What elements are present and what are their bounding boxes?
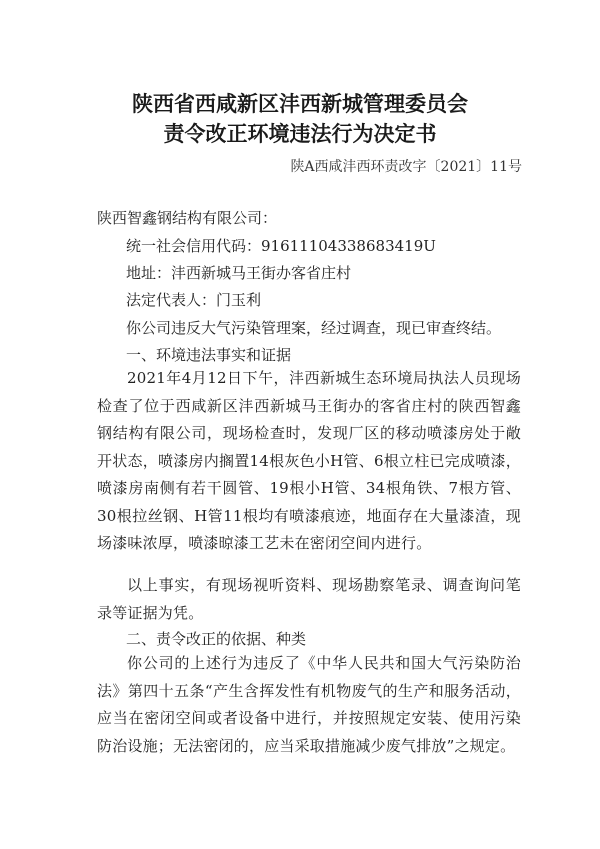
recipient-company: 陕西智鑫钢结构有限公司： — [97, 209, 278, 227]
section1-facts-paragraph: 2021年4月12日下午，沣西新城生态环境局执法人员现场检查了位于西咸新区沣西新城马王街办的客省庄村的陕西智鑫钢结构有限公司，现场检查时，发现厂区的移动喷漆房处于敞开状态，喷漆房内搁置14根灰色小H管、6根立柱已完成喷漆，喷漆房南侧有若干圆管、19根小H管、34根角铁、7根方管、30根拉丝钢、H管11根均有喷漆痕迹，地面存在大量漆渣，现场漆味浓厚，喷漆晾漆工艺未在密闭空间内进行。 — [97, 369, 521, 552]
recipient-address: 地址：沣西新城马王街办客省庄村 — [126, 264, 352, 282]
document-number: 陕A西咸沣西环责改字〔2021〕11号 — [290, 159, 522, 175]
section1-heading: 一、环境违法事实和证据 — [126, 346, 292, 364]
section2-heading: 二、责令改正的依据、种类 — [126, 630, 307, 648]
recipient-credit-code: 统一社会信用代码：91611104338683419U — [126, 237, 436, 255]
section1-evidence-paragraph: 以上事实，有现场视听资料、现场勘察笔录、调查询问笔录等证据为凭。 — [97, 576, 521, 622]
intro-text: 你公司违反大气污染管理案，经过调查，现已审查终结。 — [126, 319, 502, 337]
recipient-legal-rep: 法定代表人：门玉利 — [126, 291, 262, 309]
document-title-line1: 陕西省西咸新区沣西新城管理委员会 — [132, 91, 468, 116]
document-title-line2: 责令改正环境违法行为决定书 — [163, 121, 437, 146]
section2-basis-paragraph: 你公司的上述行为违反了《中华人民共和国大气污染防治法》第四十五条“产生含挥发性有机物废气的生产和服务活动，应当在密闭空间或者设备中进行，并按照规定安装、使用污染防治设施；无法密闭的，应当采取措施减少废气排放”之规定。 — [97, 654, 521, 755]
